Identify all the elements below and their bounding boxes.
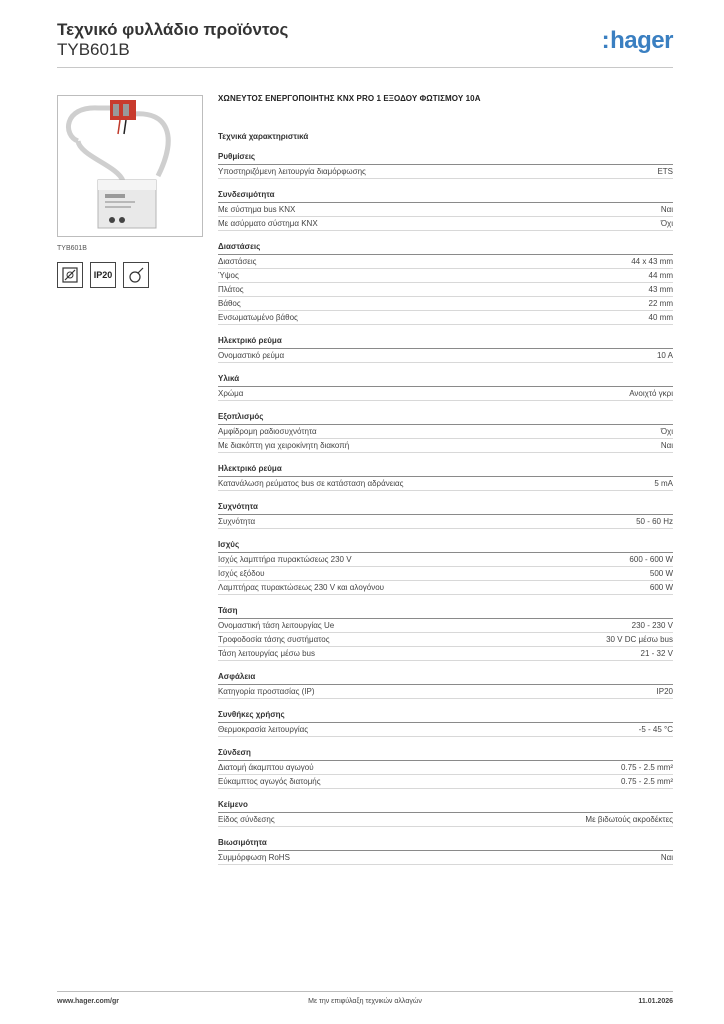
- spec-group: [218, 747, 673, 789]
- spec-row: [218, 515, 673, 529]
- spec-label: Θερμοκρασία λειτουργίας: [218, 725, 309, 734]
- spec-group-title: Διαστάσεις: [218, 241, 673, 255]
- spec-group-title: Συνθήκες χρήσης: [218, 709, 673, 723]
- spec-label: Ισχύς λαμπτήρα πυρακτώσεως 230 V: [218, 555, 352, 564]
- spec-label: Πλάτος: [218, 285, 244, 294]
- ip20-badge: IP20: [90, 262, 116, 288]
- spec-row: [218, 269, 673, 283]
- spec-label: Συχνότητα: [218, 517, 256, 526]
- spec-value: IP20: [656, 687, 673, 696]
- spec-group-title: Συχνότητα: [218, 501, 673, 515]
- product-title: ΧΩΝΕΥΤΟΣ ΕΝΕΡΓΟΠΟΙΗΤΗΣ KNX PRO 1 ΕΞΟΔΟΥ ΦΩΤΙΣΜΟΥ 10A: [218, 94, 481, 103]
- spec-group: [218, 411, 673, 453]
- spec-value: 500 W: [649, 569, 673, 578]
- spec-row: [218, 387, 673, 401]
- spec-row: [218, 311, 673, 325]
- section-title: Τεχνικά χαρακτηριστικά: [218, 132, 309, 141]
- spec-value: 44 mm: [648, 271, 673, 280]
- spec-value: Με βιδωτούς ακροδέκτες: [585, 815, 673, 824]
- spec-group-title: Ισχύς: [218, 539, 673, 553]
- spec-group-title: Τάση: [218, 605, 673, 619]
- spec-label: Τάση λειτουργίας μέσω bus: [218, 649, 315, 658]
- spec-value: 44 x 43 mm: [631, 257, 673, 266]
- footer-note: Με την επιφύλαξη τεχνικών αλλαγών: [308, 998, 422, 1005]
- spec-label: Αμφίδρομη ραδιοσυχνότητα: [218, 427, 317, 436]
- spec-row: [218, 283, 673, 297]
- spec-sheet: [218, 94, 673, 865]
- spec-group: [218, 539, 673, 595]
- product-image-label: TYB601B: [57, 245, 87, 252]
- spec-value: Ναι: [660, 205, 673, 214]
- spec-value: 22 mm: [648, 299, 673, 308]
- spec-row: [218, 619, 673, 633]
- spec-value: 600 W: [649, 583, 673, 592]
- spec-label: Τροφοδοσία τάσης συστήματος: [218, 635, 330, 644]
- spec-value: Ανοιχτό γκρι: [629, 389, 673, 398]
- spec-value: Ναι: [660, 441, 673, 450]
- symbol-row: [57, 262, 203, 288]
- spec-label: Με ασύρματο σύστημα KNX: [218, 219, 318, 228]
- spec-label: Είδος σύνδεσης: [218, 815, 275, 824]
- spec-value: Όχι: [660, 219, 673, 228]
- spec-row: [218, 217, 673, 231]
- spec-label: Συμμόρφωση RoHS: [218, 853, 290, 862]
- product-code: TYB601B: [57, 40, 130, 59]
- spec-group: [218, 605, 673, 661]
- document-header: [57, 20, 673, 60]
- spec-group-title: Ηλεκτρικό ρεύμα: [218, 463, 673, 477]
- spec-row: [218, 165, 673, 179]
- spec-row: [218, 647, 673, 661]
- spec-row: [218, 813, 673, 827]
- spec-row: [218, 723, 673, 737]
- spec-label: Κατηγορία προστασίας (IP): [218, 687, 315, 696]
- installation-icon: [57, 262, 83, 288]
- spec-row: [218, 567, 673, 581]
- spec-group-title: Υλικά: [218, 373, 673, 387]
- spec-label: Χρώμα: [218, 389, 244, 398]
- spec-row: [218, 203, 673, 217]
- spec-value: 10 A: [656, 351, 673, 360]
- spec-label: Ονομαστικό ρεύμα: [218, 351, 285, 360]
- spec-value: -5 - 45 °C: [638, 725, 673, 734]
- spec-group: [218, 241, 673, 325]
- spec-label: Ισχύς εξόδου: [218, 569, 265, 578]
- spec-row: [218, 477, 673, 491]
- spec-row: [218, 349, 673, 363]
- spec-group: [218, 335, 673, 363]
- spec-group-title: Συνδεσιμότητα: [218, 189, 673, 203]
- spec-group: [218, 837, 673, 865]
- spec-value: 50 - 60 Hz: [636, 517, 673, 526]
- spec-value: 0.75 - 2.5 mm²: [620, 777, 673, 786]
- spec-group-title: Εξοπλισμός: [218, 411, 673, 425]
- spec-row: [218, 851, 673, 865]
- spec-label: Βάθος: [218, 299, 241, 308]
- spec-label: Ενσωματωμένο βάθος: [218, 313, 298, 322]
- spec-groups: [218, 151, 673, 865]
- spec-group-title: Ασφάλεια: [218, 671, 673, 685]
- spec-group-title: Σύνδεση: [218, 747, 673, 761]
- product-sidebar: [57, 95, 203, 288]
- spec-row: [218, 439, 673, 453]
- spec-group-title: Ρυθμίσεις: [218, 151, 673, 165]
- spec-value: ETS: [657, 167, 673, 176]
- spec-row: [218, 633, 673, 647]
- spec-value: 600 - 600 W: [629, 555, 673, 564]
- spec-group: [218, 151, 673, 179]
- spec-group: [218, 501, 673, 529]
- footer-divider: [57, 991, 673, 992]
- spec-group: [218, 373, 673, 401]
- spec-group-title: Κείμενο: [218, 799, 673, 813]
- logo-text: hager: [610, 27, 673, 54]
- document-title: Τεχνικό φυλλάδιο προϊόντος: [57, 20, 289, 39]
- spec-group-title: Ηλεκτρικό ρεύμα: [218, 335, 673, 349]
- spec-value: 5 mA: [654, 479, 673, 488]
- product-photo-icon: [58, 96, 202, 236]
- spec-label: Με σύστημα bus KNX: [218, 205, 296, 214]
- spec-label: Διαστάσεις: [218, 257, 257, 266]
- spec-label: Εύκαμπτος αγωγός διατομής: [218, 777, 321, 786]
- header-divider: [57, 67, 673, 68]
- spec-value: 230 - 230 V: [631, 621, 673, 630]
- spec-group: [218, 709, 673, 737]
- footer-date: 11.01.2026: [638, 998, 673, 1005]
- spec-value: Όχι: [660, 427, 673, 436]
- spec-group: [218, 189, 673, 231]
- spec-row: [218, 255, 673, 269]
- spec-label: Κατανάλωση ρεύματος bus σε κατάσταση αδράνειας: [218, 479, 404, 488]
- hager-logo[interactable]: :hager: [601, 27, 673, 54]
- spec-group: [218, 463, 673, 491]
- spec-group: [218, 671, 673, 699]
- cable-icon: [123, 262, 149, 288]
- spec-group-title: Βιωσιμότητα: [218, 837, 673, 851]
- spec-row: [218, 297, 673, 311]
- spec-value: Ναι: [660, 853, 673, 862]
- footer-website[interactable]: www.hager.com/gr: [57, 998, 119, 1005]
- spec-label: Διατομή άκαμπτου αγωγού: [218, 763, 314, 772]
- spec-value: 21 - 32 V: [640, 649, 673, 658]
- spec-group: [218, 799, 673, 827]
- spec-row: [218, 581, 673, 595]
- spec-label: Ύψος: [218, 271, 239, 280]
- spec-label: Υποστηριζόμενη λειτουργία διαμόρφωσης: [218, 167, 366, 176]
- spec-row: [218, 761, 673, 775]
- spec-label: Με διακόπτη για χειροκίνητη διακοπή: [218, 441, 350, 450]
- spec-row: [218, 775, 673, 789]
- spec-value: 30 V DC μέσω bus: [606, 635, 673, 644]
- spec-value: 0.75 - 2.5 mm²: [620, 763, 673, 772]
- spec-value: 43 mm: [648, 285, 673, 294]
- spec-value: 40 mm: [648, 313, 673, 322]
- spec-row: [218, 685, 673, 699]
- spec-label: Ονομαστική τάση λειτουργίας Ue: [218, 621, 335, 630]
- spec-row: [218, 553, 673, 567]
- spec-row: [218, 425, 673, 439]
- product-image: [57, 95, 203, 237]
- spec-label: Λαμπτήρας πυρακτώσεως 230 V και αλογόνου: [218, 583, 385, 592]
